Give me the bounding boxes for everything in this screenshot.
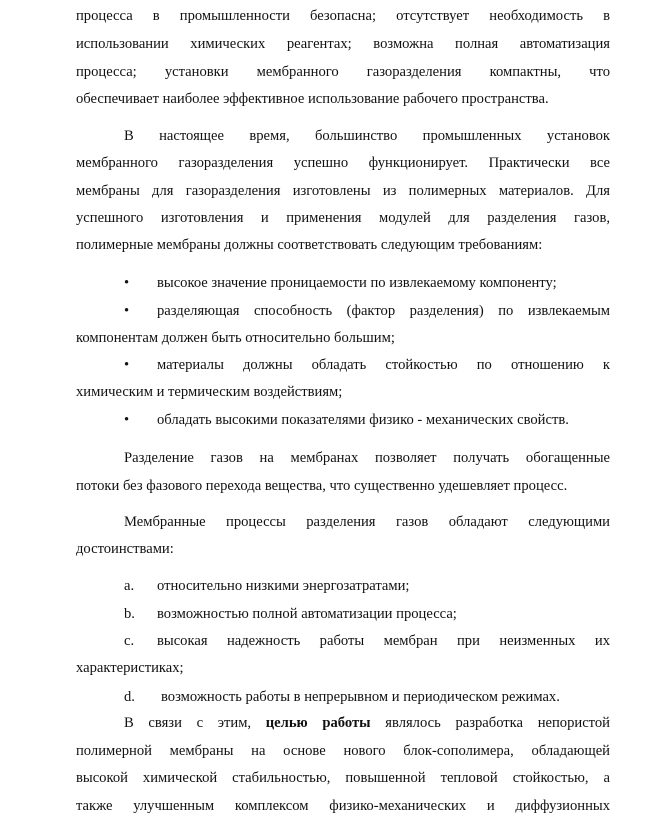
paragraph-5-intro: В связи с этим, (124, 715, 252, 731)
list-marker-c: c. (124, 633, 135, 649)
bullet-marker: • (124, 357, 130, 373)
paragraph-3-line-1: Разделение газов на мембранах позволяет получать обогащенные (124, 450, 610, 466)
paragraph-2-line-2: мембранного газоразделения успешно функционирует. Практически все (76, 155, 610, 171)
list-item-d: возможность работы в непрерывном и периодическом режимах. (161, 689, 560, 705)
paragraph-1-line-4: обеспечивает наиболее эффективное использование рабочего пространства. (76, 91, 549, 107)
paragraph-2-line-5: полимерные мембраны должны соответствовать следующим требованиям: (76, 237, 543, 253)
paragraph-5-line-1 (124, 713, 610, 733)
bullet-marker: • (124, 412, 130, 428)
bullet-item-4: обладать высокими показателями физико - механических свойств. (157, 412, 569, 428)
goal-emphasis: целью работы (265, 715, 371, 731)
paragraph-5-line-4: также улучшенным комплексом физико-механических и диффузионных (76, 798, 610, 814)
bullet-item-2-line-1: разделяющая способность (фактор разделения) по извлекаемым (157, 303, 610, 319)
list-item-b: возможностью полной автоматизации процесса; (157, 606, 457, 622)
paragraph-2-line-3: мембраны для газоразделения изготовлены из полимерных материалов. Для (76, 183, 610, 199)
bullet-marker: • (124, 275, 130, 291)
bullet-item-1: высокое значение проницаемости по извлекаемому компоненту; (157, 275, 557, 291)
paragraph-1-line-1: процесса в промышленности безопасна; отсутствует необходимость в (76, 8, 610, 24)
list-item-a: относительно низкими энергозатратами; (157, 578, 410, 594)
bullet-item-3-line-2: химическим и термическим воздействиям; (76, 384, 343, 400)
paragraph-2-line-4: успешного изготовления и применения модулей для разделения газов, (76, 210, 610, 226)
bullet-marker: • (124, 303, 130, 319)
paragraph-3-line-2: потоки без фазового перехода вещества, что существенно удешевляет процесс. (76, 478, 568, 494)
list-marker-a: a. (124, 578, 135, 594)
paragraph-2-line-1: В настоящее время, большинство промышленных установок (124, 128, 610, 144)
paragraph-4-line-1: Мембранные процессы разделения газов обладают следующими (124, 514, 610, 530)
paragraph-4-line-2: достоинствами: (76, 541, 174, 557)
paragraph-5-line-3: высокой химической стабильностью, повышенной тепловой стойкостью, а (76, 770, 610, 786)
paragraph-1-line-3: процесса; установки мембранного газоразделения компактны, что (76, 64, 610, 80)
paragraph-1-line-2: использовании химических реагентах; возможна полная автоматизация (76, 36, 610, 52)
list-item-c-line-2: характеристиках; (76, 660, 184, 676)
paragraph-5-line-2: полимерной мембраны на основе нового блок-сополимера, обладающей (76, 743, 610, 759)
paragraph-5-continuation: являлось разработка непористой (385, 715, 610, 731)
list-item-c-line-1: высокая надежность работы мембран при неизменных их (157, 633, 610, 649)
list-marker-b: b. (124, 606, 135, 622)
list-marker-d: d. (124, 689, 135, 705)
bullet-item-2-line-2: компонентам должен быть относительно большим; (76, 330, 395, 346)
bullet-item-3-line-1: материалы должны обладать стойкостью по отношению к (157, 357, 610, 373)
